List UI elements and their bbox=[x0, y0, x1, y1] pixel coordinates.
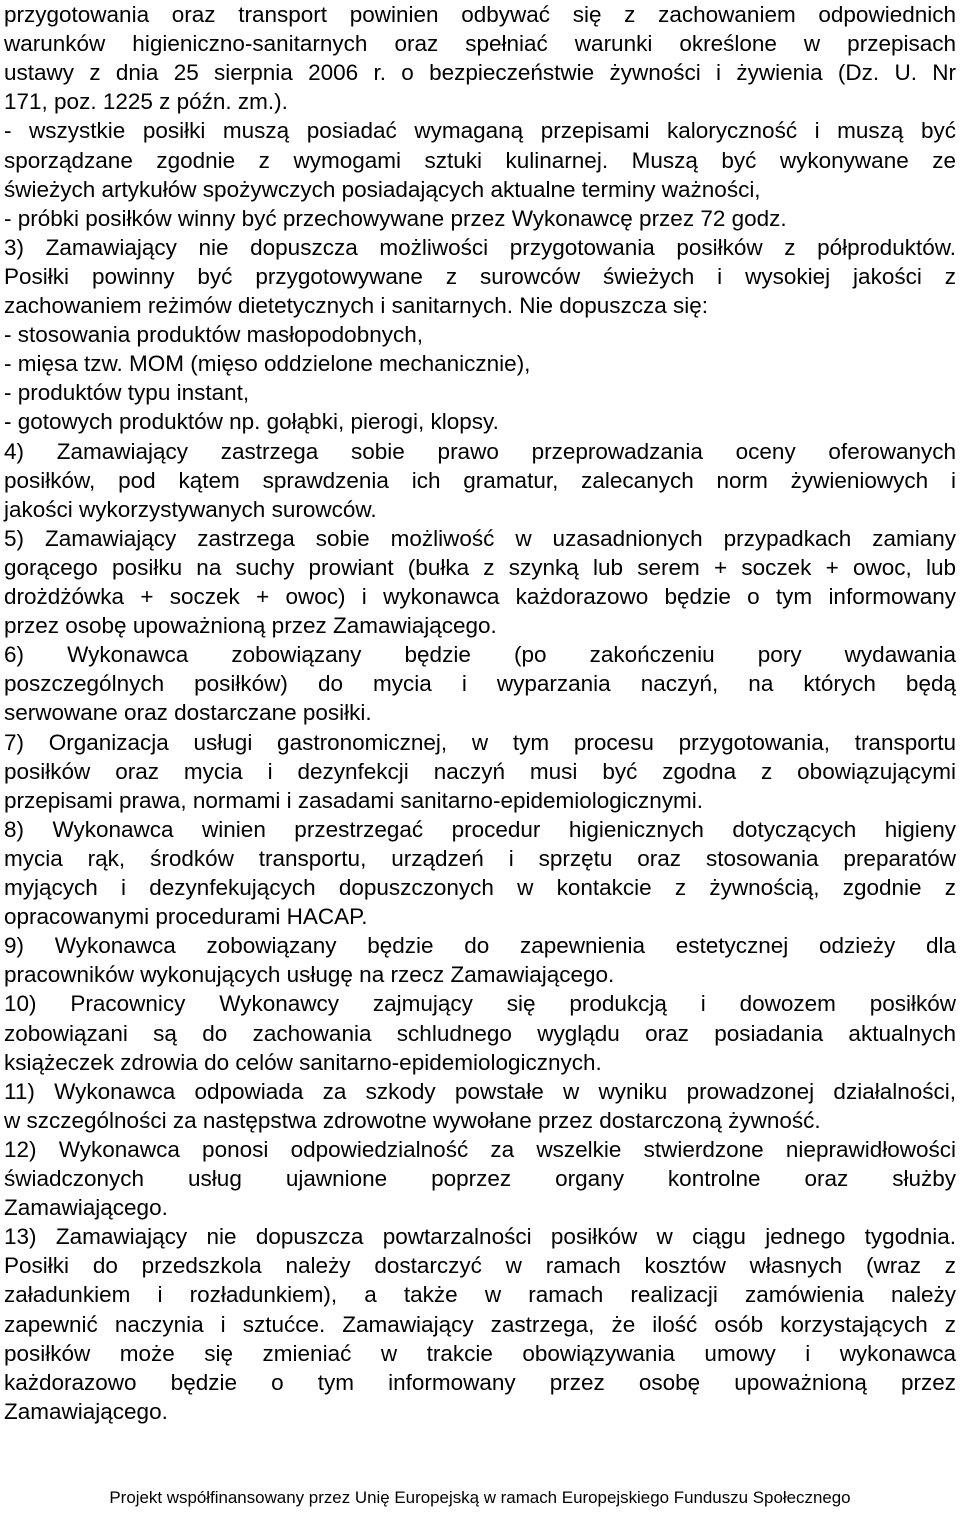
text-line: - mięsa tzw. MOM (mięso oddzielone mechanicznie), bbox=[4, 351, 531, 377]
text-line: załadunkiem i rozładunkiem), a także w ramach realizacji zamówienia należy bbox=[4, 1282, 956, 1308]
text-line: - gotowych produktów np. gołąbki, pierogi, klopsy. bbox=[4, 409, 499, 435]
text-line: świadczonych usług ujawnione poprzez organy kontrolne oraz służby bbox=[4, 1166, 956, 1191]
text-line: jakości wykorzystywanych surowców. bbox=[4, 496, 377, 522]
text-line: Posiłki powinny być przygotowywane z surowców świeżych i wysokiej jakości z bbox=[4, 263, 956, 289]
text-line: Zamawiającego. bbox=[4, 1195, 168, 1221]
text-line: gorącego posiłku na suchy prowiant (bułka z szynką lub serem + soczek + owoc, lub bbox=[4, 554, 956, 580]
text-line: 13) Zamawiający nie dopuszcza powtarzalności posiłków w ciągu jednego tygodnia. bbox=[4, 1224, 956, 1250]
text-line: sporządzane zgodnie z wymogami sztuki kulinarnej. Muszą być wykonywane ze bbox=[4, 147, 956, 173]
text-line: 6) Wykonawca zobowiązany będzie (po zakończeniu pory wydawania bbox=[4, 642, 956, 668]
text-line: drożdżówka + soczek + owoc) i wykonawca każdorazowo będzie o tym informowany bbox=[4, 584, 956, 609]
text-line: Posiłki do przedszkola należy dostarczyć w ramach kosztów własnych (wraz z bbox=[4, 1253, 956, 1279]
text-line: przez osobę upoważnioną przez Zamawiającego. bbox=[4, 613, 497, 639]
text-line: zachowaniem reżimów dietetycznych i sanitarnych. Nie dopuszcza się: bbox=[4, 293, 709, 318]
text-line: przygotowania oraz transport powinien odbywać się z zachowaniem odpowiednich bbox=[4, 2, 956, 27]
text-line: posiłków, pod kątem sprawdzenia ich gramatur, zalecanych norm żywieniowych i bbox=[4, 467, 956, 493]
text-line: posiłków może się zmieniać w trakcie obowiązywania umowy i wykonawca bbox=[4, 1340, 956, 1366]
text-line: 4) Zamawiający zastrzega sobie prawo przeprowadzania oceny oferowanych bbox=[4, 438, 956, 464]
text-line: 11) Wykonawca odpowiada za szkody powstałe w wyniku prowadzonej działalności, bbox=[4, 1078, 956, 1104]
text-line: 8) Wykonawca winien przestrzegać procedur higienicznych dotyczących higieny bbox=[4, 816, 956, 842]
text-line: świeżych artykułów spożywczych posiadających aktualne terminy ważności, bbox=[4, 176, 761, 202]
text-line: - stosowania produktów masłopodobnych, bbox=[4, 322, 423, 348]
text-line: - próbki posiłków winny być przechowywane przez Wykonawcę przez 72 godz. bbox=[4, 205, 787, 231]
text-line: serwowane oraz dostarczane posiłki. bbox=[4, 700, 372, 726]
text-line: 7) Organizacja usługi gastronomicznej, w tym procesu przygotowania, transportu bbox=[4, 729, 956, 755]
text-line: 9) Wykonawca zobowiązany będzie do zapewnienia estetycznej odzieży dla bbox=[4, 933, 956, 959]
text-line: 12) Wykonawca ponosi odpowiedzialność za wszelkie stwierdzone nieprawidłowości bbox=[4, 1136, 956, 1162]
text-line: opracowanymi procedurami HACAP. bbox=[4, 904, 368, 930]
text-line: poszczególnych posiłków) do mycia i wyparzania naczyń, na których będą bbox=[4, 671, 956, 697]
text-line: w szczególności za następstwa zdrowotne wywołane przez dostarczoną żywność. bbox=[4, 1107, 821, 1133]
text-line: 10) Pracownicy Wykonawcy zajmujący się produkcją i dowozem posiłków bbox=[4, 991, 956, 1017]
text-line: przepisami prawa, normami i zasadami sanitarno-epidemiologicznymi. bbox=[4, 787, 704, 813]
text-line: 5) Zamawiający zastrzega sobie możliwość w uzasadnionych przypadkach zamiany bbox=[4, 525, 956, 551]
text-line: 3) Zamawiający nie dopuszcza możliwości przygotowania posiłków z półproduktów. bbox=[4, 234, 956, 260]
text-line: posiłków oraz mycia i dezynfekcji naczyń musi być zgodna z obowiązującymi bbox=[4, 758, 956, 784]
text-line: Zamawiającego. bbox=[4, 1398, 168, 1424]
text-line: zobowiązani są do zachowania schludnego wyglądu oraz posiadania aktualnych bbox=[4, 1020, 956, 1046]
text-line: 171, poz. 1225 z późn. zm.). bbox=[4, 89, 288, 115]
text-line: każdorazowo będzie o tym informowany przez osobę upoważnioną przez bbox=[4, 1369, 956, 1395]
text-line: pracowników wykonujących usługę na rzecz Zamawiającego. bbox=[4, 962, 615, 988]
text-line: zapewnić naczynia i sztućce. Zamawiający zastrzega, że ilość osób korzystających z bbox=[4, 1311, 956, 1337]
text-line: - wszystkie posiłki muszą posiadać wymaganą przepisami kaloryczność i muszą być bbox=[4, 118, 956, 144]
text-line: myjących i dezynfekujących dopuszczonych w kontakcie z żywnością, zgodnie z bbox=[4, 875, 956, 900]
page-footer: Projekt współfinansowany przez Unię Europejską w ramach Europejskiego Funduszu Społecznego bbox=[109, 1488, 851, 1507]
text-line: - produktów typu instant, bbox=[4, 380, 250, 406]
text-line: ustawy z dnia 25 sierpnia 2006 r. o bezpieczeństwie żywności i żywienia (Dz. U. Nr bbox=[4, 60, 956, 86]
text-line: książeczek zdrowia do celów sanitarno-epidemiologicznych. bbox=[4, 1049, 602, 1075]
text-line: warunków higieniczno-sanitarnych oraz spełniać warunki określone w przepisach bbox=[4, 31, 956, 57]
text-line: mycia rąk, środków transportu, urządzeń i sprzętu oraz stosowania preparatów bbox=[4, 845, 956, 871]
